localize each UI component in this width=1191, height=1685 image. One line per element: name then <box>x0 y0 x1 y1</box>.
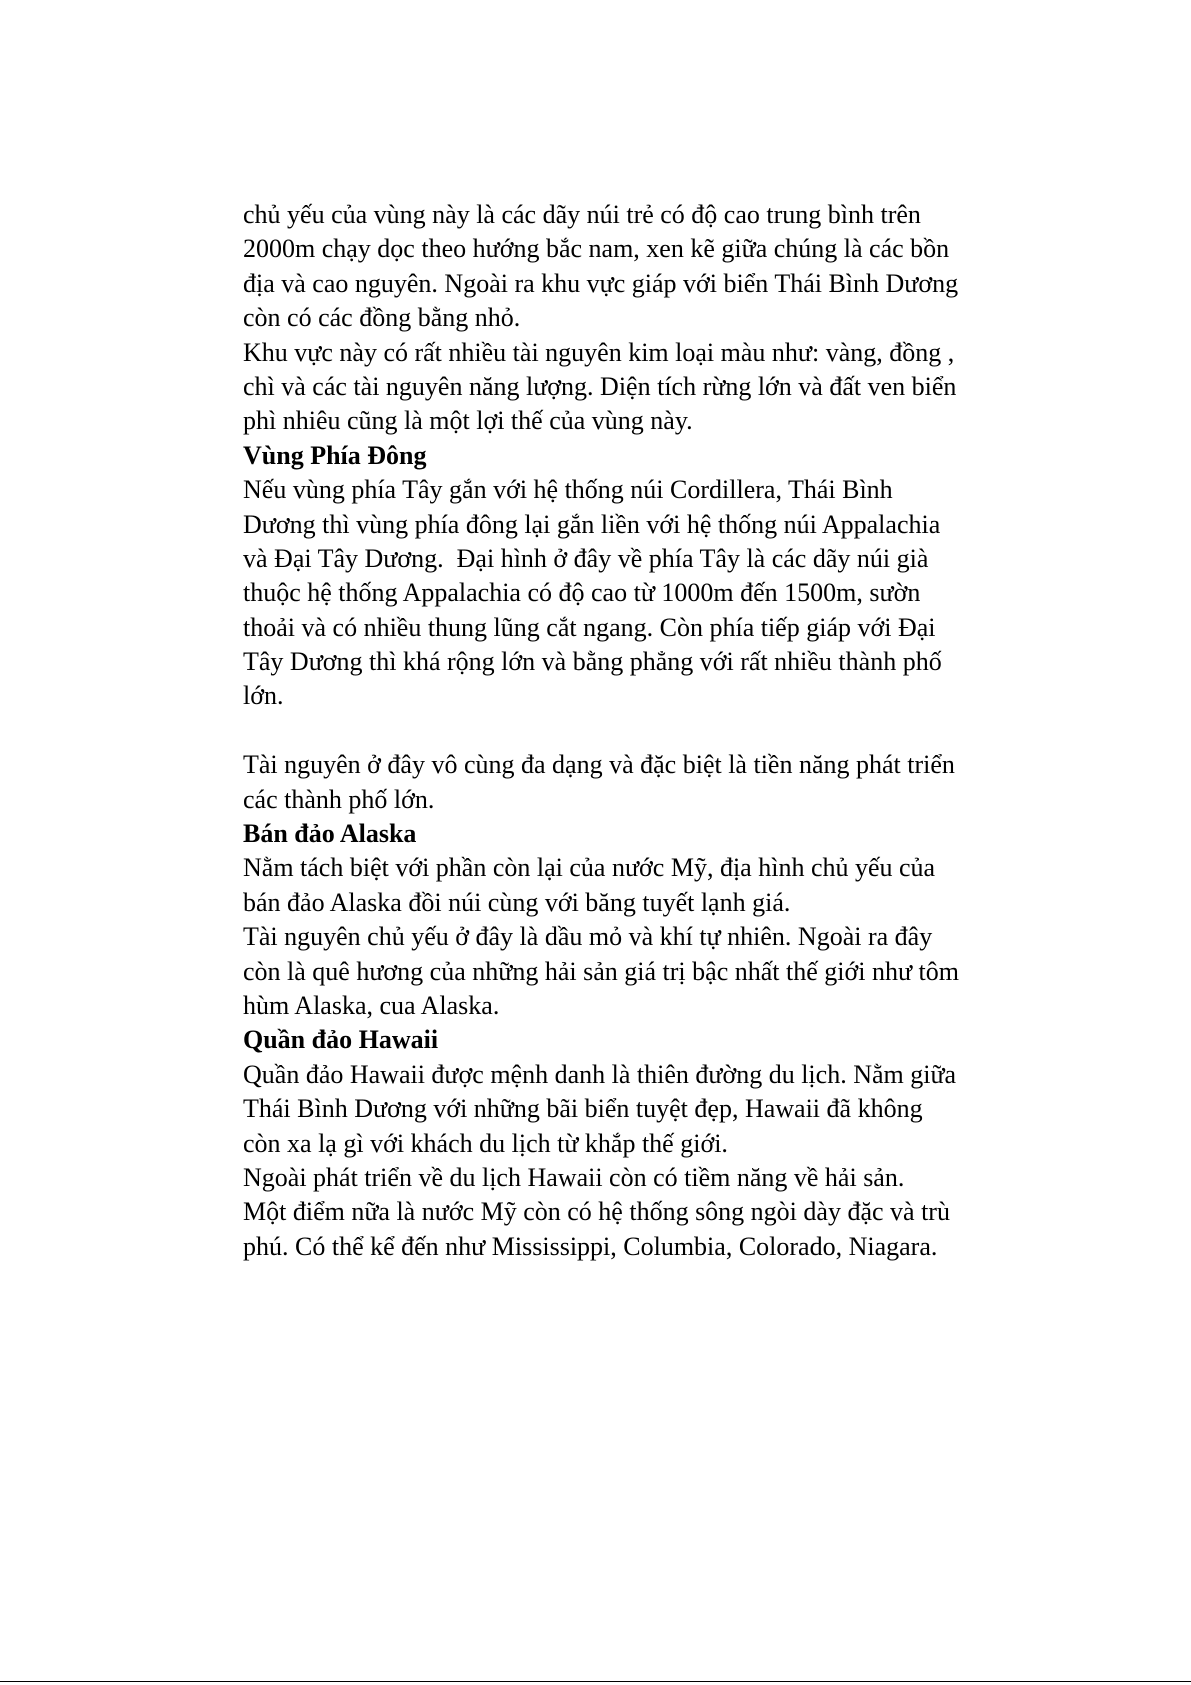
text-line: còn xa lạ gì với khách du lịch từ khắp thế giới. <box>243 1128 728 1158</box>
text-line: Tài nguyên ở đây vô cùng đa dạng và đặc biệt là tiền năng phát triển <box>243 750 955 780</box>
text-line: Ngoài phát triển về du lịch Hawaii còn có tiềm năng về hải sản. <box>243 1162 905 1192</box>
text-line: còn là quê hương của những hải sản giá trị bậc nhất thế giới như tôm <box>243 956 959 986</box>
text-line: và Đại Tây Dương. Đại hình ở đây về phía Tây là các dãy núi già <box>243 543 929 573</box>
section-heading-hawaii: Quần đảo Hawaii <box>243 1025 439 1055</box>
text-line: thuộc hệ thống Appalachia có độ cao từ 1000m đến 1500m, sườn <box>243 578 921 608</box>
text-line: địa và cao nguyên. Ngoài ra khu vực giáp với biển Thái Bình Dương <box>243 268 959 298</box>
blank-line <box>243 714 1043 748</box>
page-bottom-rule <box>0 1681 1191 1682</box>
text-line: Một điểm nữa là nước Mỹ còn có hệ thống sông ngòi dày đặc và trù <box>243 1197 950 1227</box>
text-line: Khu vực này có rất nhiều tài nguyên kim loại màu như: vàng, đồng , <box>243 337 955 367</box>
text-line: Quần đảo Hawaii được mệnh danh là thiên đường du lịch. Nằm giữa <box>243 1059 957 1089</box>
section-heading-east: Vùng Phía Đông <box>243 440 427 470</box>
text-line: phú. Có thể kể đến như Mississippi, Columbia, Colorado, Niagara. <box>243 1231 938 1261</box>
text-line: lớn. <box>243 681 284 711</box>
text-line: Dương thì vùng phía đông lại gắn liền với hệ thống núi Appalachia <box>243 509 941 539</box>
text-line: bán đảo Alaska đồi núi cùng với băng tuyết lạnh giá. <box>243 887 791 917</box>
text-line: 2000m chạy dọc theo hướng bắc nam, xen kẽ giữa chúng là các bồn <box>243 234 950 264</box>
text-line: các thành phố lớn. <box>243 784 435 814</box>
text-line: Tây Dương thì khá rộng lớn và bằng phẳng với rất nhiều thành phố <box>243 647 942 677</box>
text-line: hùm Alaska, cua Alaska. <box>243 990 500 1020</box>
document-page <box>243 198 1043 1264</box>
text-line: Nằm tách biệt với phần còn lại của nước Mỹ, địa hình chủ yếu của <box>243 853 936 883</box>
text-line: chủ yếu của vùng này là các dãy núi trẻ có độ cao trung bình trên <box>243 200 921 229</box>
text-line: thoải và có nhiều thung lũng cắt ngang. Còn phía tiếp giáp với Đại <box>243 612 936 642</box>
section-heading-alaska: Bán đảo Alaska <box>243 819 417 849</box>
text-line: chì và các tài nguyên năng lượng. Diện tích rừng lớn và đất ven biển <box>243 371 957 401</box>
text-line: Thái Bình Dương với những bãi biển tuyệt đẹp, Hawaii đã không <box>243 1094 923 1124</box>
text-line: Tài nguyên chủ yếu ở đây là dầu mỏ và khí tự nhiên. Ngoài ra đây <box>243 922 933 952</box>
text-line: còn có các đồng bằng nhỏ. <box>243 303 521 333</box>
text-line: Nếu vùng phía Tây gắn với hệ thống núi Cordillera, Thái Bình <box>243 475 893 505</box>
text-line: phì nhiêu cũng là một lợi thế của vùng này. <box>243 406 693 436</box>
